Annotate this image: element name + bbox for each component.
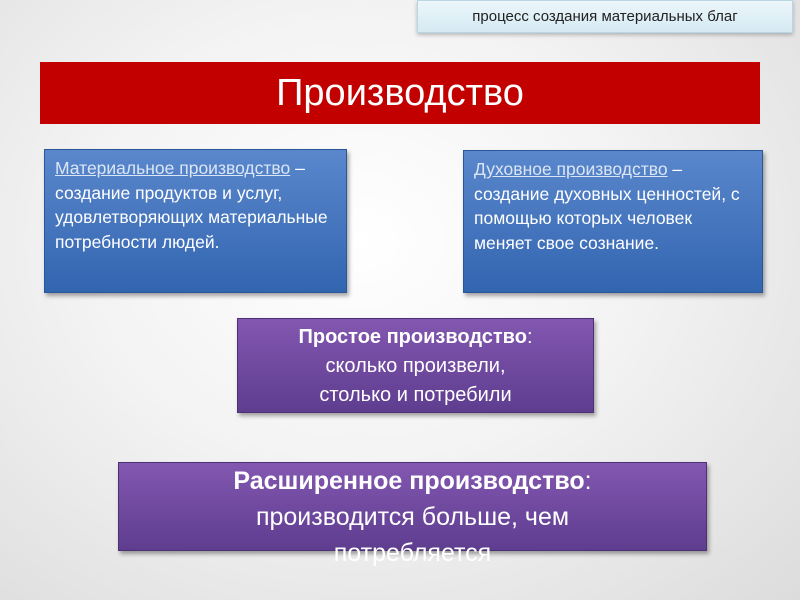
expanded-production-box	[118, 462, 707, 567]
expanded-production-colon: :	[584, 467, 592, 495]
simple-production-colon: :	[526, 326, 533, 348]
simple-production-heading-line	[238, 323, 593, 352]
title-text: Производство	[276, 71, 524, 114]
title-banner	[40, 62, 760, 124]
material-production-box	[44, 149, 347, 293]
process-label	[417, 0, 793, 33]
material-production-term: Материальное производство	[55, 158, 291, 178]
expanded-production-heading: Расширенное производство	[233, 467, 585, 495]
expanded-production-line1: производится больше, чем	[255, 503, 570, 531]
spiritual-production-term: Духовное производство	[474, 159, 668, 179]
expanded-production-line2: потребляется	[333, 539, 492, 567]
simple-production-line1: сколько произвели,	[325, 355, 506, 377]
spiritual-production-box	[463, 150, 763, 293]
process-label-text: процесс создания материальных благ	[472, 8, 738, 25]
spiritual-production-definition: – создание духовных ценностей, с помощью которых человек меняет свое сознание.	[474, 159, 740, 253]
simple-production-line2: столько и потребили	[319, 384, 512, 406]
expanded-production-heading-line	[119, 463, 706, 499]
material-production-definition: – создание продуктов и услуг, удовлетворяющих материальные потребности людей.	[55, 158, 328, 252]
simple-production-box	[237, 318, 594, 413]
simple-production-heading: Простое производство	[298, 326, 527, 348]
